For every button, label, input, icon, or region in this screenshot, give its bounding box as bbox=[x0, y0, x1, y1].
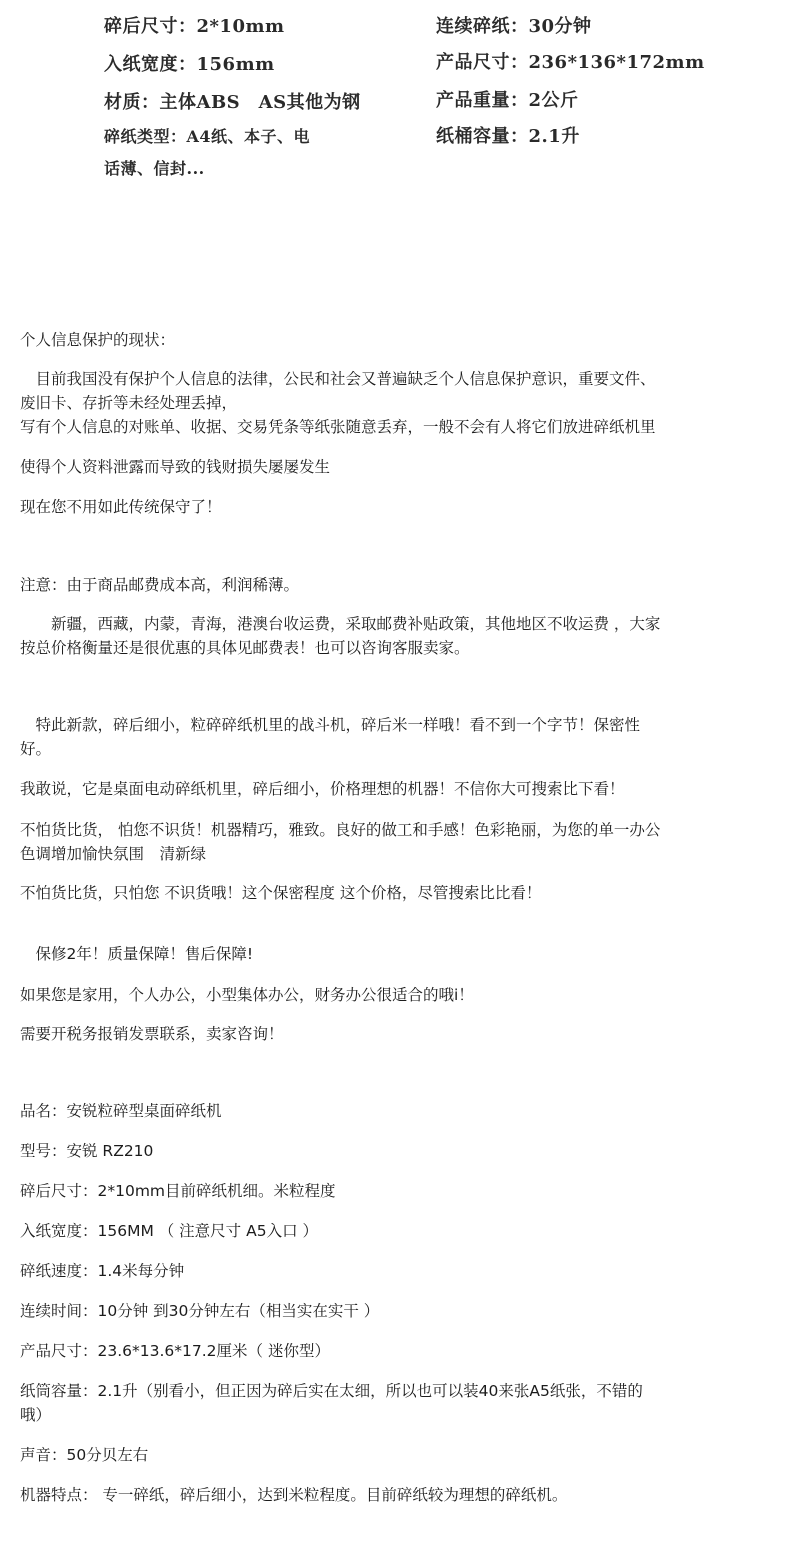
spec-cut-size: 碎后尺寸：2*10mm bbox=[104, 16, 285, 37]
promo-warranty: 保修2年！质量保障！售后保障! bbox=[20, 945, 254, 963]
notice-line: 按总价格衡量还是很优惠的具体见邮费表！也可以咨询客服卖家。 bbox=[20, 639, 470, 657]
spec-paper-types: 碎纸类型：A4纸、本子、电 bbox=[104, 127, 311, 146]
spec-item-continuous: 连续时间：10分钟 到30分钟左右（相当实在实干 ） bbox=[20, 1302, 380, 1320]
spec-item-size: 产品尺寸：23.6*13.6*17.2厘米（ 迷你型） bbox=[20, 1342, 330, 1360]
spec-feed-width: 入纸宽度：156mm bbox=[104, 54, 275, 75]
spec-item-name: 品名：安锐粒碎型桌面碎纸机 bbox=[20, 1102, 222, 1120]
spec-item-model: 型号：安锐 RZ210 bbox=[20, 1142, 154, 1160]
spec-bin-capacity: 纸桶容量：2.1升 bbox=[436, 126, 580, 147]
promo-invoice: 需要开税务报销发票联系，卖家咨询！ bbox=[20, 1025, 284, 1043]
privacy-heading: 个人信息保护的现状： bbox=[20, 331, 176, 349]
notice-heading: 注意：由于商品邮费成本高，利润稀薄。 bbox=[20, 576, 300, 594]
promo-line: 不怕货比货，只怕您 不识货哦！这个保密程度 这个价格，尽管搜索比比看！ bbox=[20, 884, 542, 902]
privacy-paragraph-line: 废旧卡、存折等未经处理丢掉， bbox=[20, 394, 238, 412]
privacy-paragraph-line: 目前我国没有保护个人信息的法律，公民和社会又普遍缺乏个人信息保护意识，重要文件、 bbox=[20, 370, 656, 388]
spec-item-bin: 纸筒容量：2.1升（别看小，但正因为碎后实在太细，所以也可以装40来张A5纸张，不错的 bbox=[20, 1382, 643, 1400]
promo-line: 如果您是家用，个人办公，小型集体办公，财务办公很适合的哦i！ bbox=[20, 986, 474, 1004]
privacy-paragraph-line: 写有个人信息的对账单、收据、交易凭条等纸张随意丢弃，一般不会有人将它们放进碎纸机里 bbox=[20, 418, 656, 436]
spec-item-cut-size: 碎后尺寸：2*10mm目前碎纸机细。米粒程度 bbox=[20, 1182, 336, 1200]
product-spec-image bbox=[0, 0, 790, 190]
promo-line: 色调增加愉快氛围 清新绿 bbox=[20, 845, 207, 863]
spec-item-noise: 声音：50分贝左右 bbox=[20, 1446, 149, 1464]
spec-product-size: 产品尺寸：236*136*172mm bbox=[436, 52, 705, 73]
spec-continuous: 连续碎纸：30分钟 bbox=[436, 16, 592, 37]
promo-line: 不怕货比货， 怕您不识货！机器精巧，雅致。良好的做工和手感！色彩艳丽，为您的单一办公 bbox=[20, 821, 661, 839]
spec-paper-types-cont: 话薄、信封... bbox=[104, 159, 205, 178]
spec-item-bin-cont: 哦） bbox=[20, 1406, 52, 1424]
spec-item-speed: 碎纸速度：1.4米每分钟 bbox=[20, 1262, 185, 1280]
spec-material: 材质：主体ABS AS其他为钢 bbox=[104, 92, 361, 113]
notice-line: 新疆，西藏，内蒙，青海，港澳台收运费，采取邮费补贴政策，其他地区不收运费 ，大家 bbox=[20, 615, 661, 633]
promo-line: 好。 bbox=[20, 740, 52, 758]
promo-line: 我敢说，它是桌面电动碎纸机里，碎后细小，价格理想的机器！不信你大可搜索比下看！ bbox=[20, 780, 625, 798]
privacy-paragraph: 现在您不用如此传统保守了！ bbox=[20, 498, 222, 516]
spec-item-features: 机器特点： 专一碎纸，碎后细小，达到米粒程度。目前碎纸较为理想的碎纸机。 bbox=[20, 1486, 568, 1504]
spec-weight: 产品重量：2公斤 bbox=[436, 90, 579, 111]
privacy-paragraph: 使得个人资料泄露而导致的钱财损失屡屡发生 bbox=[20, 458, 331, 476]
spec-item-feed-width: 入纸宽度：156MM （ 注意尺寸 A5入口 ） bbox=[20, 1222, 319, 1240]
promo-line: 特此新款，碎后细小，粒碎碎纸机里的战斗机，碎后米一样哦！看不到一个字节！保密性 bbox=[20, 716, 641, 734]
